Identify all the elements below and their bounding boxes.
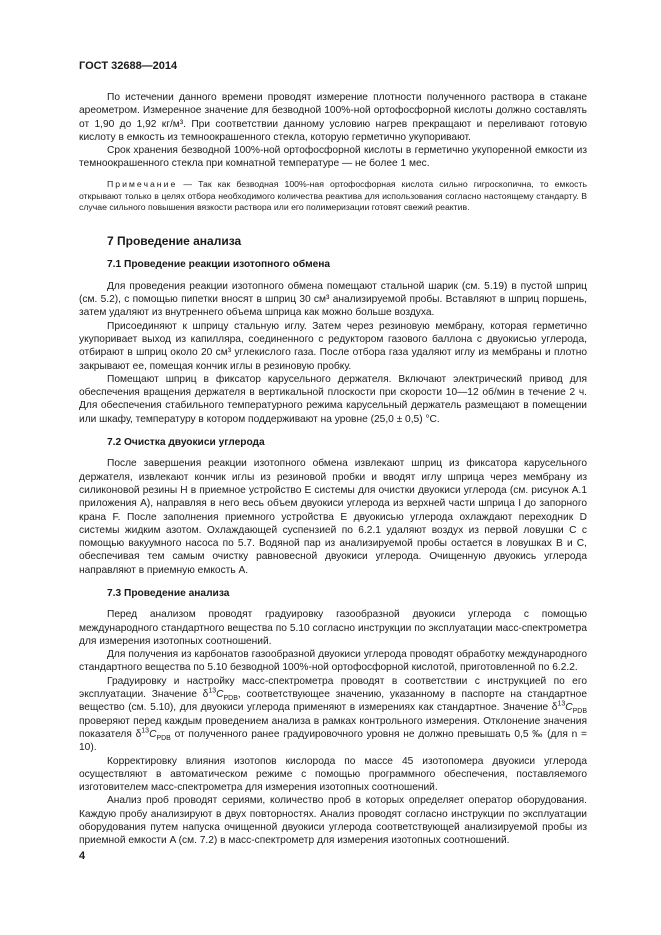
- paragraph: Для получения из карбонатов газообразной двуокиси углерода проводят обработку международного стандартного вещества по 5.10 безводной 100%-ной ортофосфорной кислотой, приготовленной по 6.2.2.: [79, 649, 587, 674]
- paragraph: Помещают шприц в фиксатор карусельного держателя. Включают электрический привод для обеспечения вращения держателя в вертикальной плоскости при скорости 10—12 об/мин в течение 2 ч. Для обеспечения стабильного температурного режима карусельный держатель размещают в помещении или шкафу, температуру в котором поддерживают на уровне (25,0 ± 0,5) °С.: [79, 373, 587, 425]
- page-number: 4: [79, 850, 86, 862]
- subsection-heading: 7.3 Проведение анализа: [107, 588, 230, 599]
- note: [79, 179, 587, 214]
- isotope-subscript: PDB: [572, 708, 587, 716]
- isotope-superscript: 13: [141, 727, 150, 735]
- note-text: — Так как безводная 100%-ная ортофосфорная кислота сильно гигроскопична, то емкость открывают только в целях отбора необходимого количества реактива для использования согласно настоящему стандарту. В случае сильного повышения вязкости раствора или его полимеризации готовят свежий реактив.: [79, 178, 587, 213]
- isotope-superscript: 13: [208, 687, 217, 695]
- subsection-heading: 7.1 Проведение реакции изотопного обмена: [107, 259, 331, 271]
- text-run: от полученного ранее градуировочного уровня не должно превышать 0,5 ‰ (для n = 10).: [79, 728, 587, 754]
- isotope-superscript: 13: [557, 700, 566, 708]
- paragraph: Срок хранения безводной 100%-ной ортофосфорной кислоты в герметично укупоренной емкости из темноокрашенного стекла при комнатной температуре — не более 1 мес.: [79, 145, 587, 170]
- isotope-subscript: PDB: [223, 695, 238, 703]
- section-heading: 7 Проведение анализа: [107, 234, 242, 249]
- document-code-header: ГОСТ 32688—2014: [79, 60, 178, 72]
- isotope-symbol: C: [149, 728, 157, 740]
- text-run: проверяют перед каждым проведением анализа в рамках контрольного измерения. Отклонение значения показателя δ: [79, 715, 587, 740]
- paragraph: Анализ проб проводят сериями, количество проб в которых определяет оператор оборудования. Каждую пробу анализируют в двух повторностях. Анализ проводят согласно инструкции по эксплуатации оборудования путем напуска очищенной двуокиси углерода соответствующей анализируемой пробы из приемной емкости A (см. 7.2) в масс-спектрометр для измерения изотопных соотношений.: [79, 795, 587, 847]
- paragraph: [79, 675, 587, 755]
- paragraph: Перед анализом проводят градуировку газообразной двуокиси углерода с помощью международного стандартного вещества по 5.10 согласно инструкции по эксплуатации масс-спектрометра для измерения изотопных соотношений.: [79, 609, 587, 647]
- paragraph: По истечении данного времени проводят измерение плотности полученного раствора в стакане ареометром. Измеренное значение для безводной 100%-ной ортофосфорной кислоты должно составлять от 1,90 до 1,92 кг/м³. При соответствии данному условию нагрев прекращают и переливают готовую кислоту в емкость из темноокрашенного стекла, которую герметично укупоривают.: [79, 92, 587, 143]
- isotope-symbol: C: [216, 689, 224, 701]
- note-label: Примечание: [107, 178, 178, 189]
- text-run: , соответствующее значению, указанному в паспорте на стандартное вещество (см. 5.10), для двуокиси углерода применяют в измерениях как стандартное. Значение δ: [79, 689, 587, 714]
- document-body: [79, 91, 587, 848]
- isotope-symbol: C: [565, 702, 573, 714]
- isotope-subscript: PDB: [156, 735, 171, 742]
- subsection-heading: 7.2 Очистка двуокиси углерода: [107, 437, 265, 449]
- paragraph: Для проведения реакции изотопного обмена помещают стальной шарик (см. 5.19) в пустой шприц (см. 5.2), с помощью пипетки вносят в шприц 30 см³ анализируемой пробы. Вставляют в шприц поршень, затем удаляют из внутреннего объема шприца как можно больше воздуха.: [79, 280, 587, 319]
- text-run: Градуировку и настройку масс-спектрометра проводят в соответствии с инструкцией по его эксплуатации. Значение δ: [79, 675, 587, 701]
- paragraph: После завершения реакции изотопного обмена извлекают шприц из фиксатора карусельного держателя, извлекают кончик иглы из резиновой пробки и вводят иглу шприца через мембрану из силиконовой резины H в приемное устройство E системы для очистки двуокиси углерода (см. рисунок А.1 приложения А), направляя в него весь объем двуокиси углерода из верхней части шприца I до запорного крана F. После заполнения приемного устройства E двуокисью углерода охлаждают переходник D системы жидким азотом. Охлаждающей суспензией по 6.2.1 удаляют воздух из первой ловушки C с помощью вакуумного насоса по 5.7. Водяной пар из анализируемой пробы остается в ловушках B и C, обеспечивая тем самым очистку равновесной двуокиси углерода. Очищенную двуокись углерода направляют в приемную емкость A.: [79, 458, 587, 576]
- paragraph: Присоединяют к шприцу стальную иглу. Затем через резиновую мембрану, которая герметично укупоривает выход из капилляра, соединенного с редуктором газового баллона с двуокисью углерода, отбирают в шприц около 20 см³ углекислого газа. После отбора газа удаляют иглу из мембраны и плотно закрывают ее, помещая кончик иглы в резиновую пробку.: [79, 320, 587, 372]
- paragraph: Корректировку влияния изотопов кислорода по массе 45 изотопомера двуокиси углерода осуществляют в автоматическом режиме с помощью программного обеспечения, поставляемого изготовителем масс-спектрометра для измерения изотопных соотношений.: [79, 755, 587, 794]
